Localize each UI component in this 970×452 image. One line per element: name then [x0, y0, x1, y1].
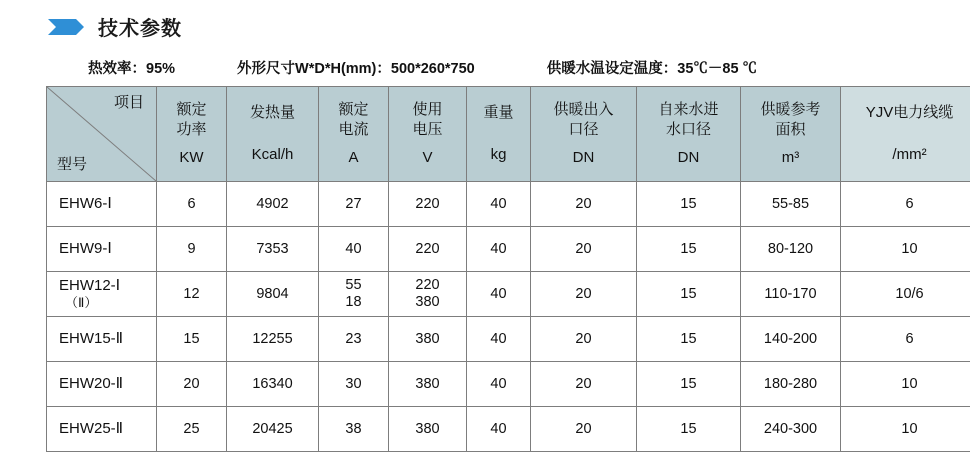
header-heating-port-unit: DN	[531, 148, 636, 168]
header-heat-output-unit: Kcal/h	[227, 145, 318, 165]
header-rated-current-l2: 电流	[319, 120, 388, 140]
cell-power: 20	[157, 362, 227, 407]
cell-current-b: 18	[319, 294, 388, 311]
cell-weight: 40	[467, 317, 531, 362]
spec-water-temp: 供暖水温设定温度：35℃－85 ℃	[547, 57, 757, 78]
header-weight-unit: kg	[467, 145, 530, 165]
cell-current: 40	[319, 227, 389, 272]
cell-current: 38	[319, 407, 389, 452]
cell-voltage: 380	[389, 407, 467, 452]
header-water-inlet-l2: 水口径	[637, 120, 740, 140]
cell-power: 15	[157, 317, 227, 362]
cell-cable: 10/6	[841, 272, 970, 317]
cell-model-main: EHW12-Ⅰ	[59, 277, 120, 294]
cell-current-a: 55	[319, 277, 388, 294]
cell-area: 80-120	[741, 227, 841, 272]
header-water-inlet	[637, 87, 741, 182]
cell-water-dn: 15	[637, 227, 741, 272]
cell-heat: 4902	[227, 182, 319, 227]
cell-power: 12	[157, 272, 227, 317]
header-heating-area-l1: 供暖参考	[741, 100, 840, 120]
header-heating-port-l2: 口径	[531, 120, 636, 140]
spec-table-wrapper	[46, 86, 928, 452]
spec-efficiency: 热效率：95%	[88, 57, 175, 78]
cell-area: 240-300	[741, 407, 841, 452]
cell-heat: 7353	[227, 227, 319, 272]
cell-heating-dn: 20	[531, 182, 637, 227]
header-rated-current-unit: A	[319, 148, 388, 168]
cell-weight: 40	[467, 272, 531, 317]
header-weight-l1: 重量	[467, 103, 530, 123]
header-heating-port-l1: 供暖出入	[531, 100, 636, 120]
cell-water-dn: 15	[637, 362, 741, 407]
header-rated-current	[319, 87, 389, 182]
cell-weight: 40	[467, 407, 531, 452]
page-title-row	[46, 12, 182, 41]
header-heating-area	[741, 87, 841, 182]
cell-weight: 40	[467, 182, 531, 227]
cell-heat: 12255	[227, 317, 319, 362]
header-water-inlet-unit: DN	[637, 148, 740, 168]
cell-weight: 40	[467, 362, 531, 407]
spec-table	[46, 86, 970, 452]
header-cable	[841, 87, 970, 182]
header-rated-power-l2: 功率	[157, 120, 226, 140]
cell-area: 140-200	[741, 317, 841, 362]
corner-label-item: 项目	[114, 93, 144, 113]
cell-area: 110-170	[741, 272, 841, 317]
cell-power: 6	[157, 182, 227, 227]
cell-model	[47, 272, 157, 317]
header-heat-output-l1: 发热量	[227, 103, 318, 123]
cell-area: 55-85	[741, 182, 841, 227]
table-row	[47, 407, 970, 452]
cell-current	[319, 272, 389, 317]
header-weight	[467, 87, 531, 182]
cell-cable: 10	[841, 362, 970, 407]
cell-cable: 6	[841, 182, 970, 227]
table-row	[47, 272, 970, 317]
header-rated-power-unit: KW	[157, 148, 226, 168]
header-rated-power-l1: 额定	[157, 100, 226, 120]
cell-heat: 9804	[227, 272, 319, 317]
cell-cable: 10	[841, 227, 970, 272]
cell-heat: 16340	[227, 362, 319, 407]
header-voltage-l2: 电压	[389, 120, 466, 140]
cell-model-sub: （Ⅱ）	[59, 295, 156, 311]
cell-voltage: 220	[389, 227, 467, 272]
cell-water-dn: 15	[637, 182, 741, 227]
table-row	[47, 317, 970, 362]
cell-power: 9	[157, 227, 227, 272]
cell-current: 30	[319, 362, 389, 407]
cell-current: 27	[319, 182, 389, 227]
table-row	[47, 362, 970, 407]
header-water-inlet-l1: 自来水进	[637, 100, 740, 120]
arrow-bullet-icon	[46, 16, 86, 38]
table-row	[47, 182, 970, 227]
cell-heating-dn: 20	[531, 362, 637, 407]
table-header-row	[47, 87, 970, 182]
cell-voltage-b: 380	[389, 294, 466, 311]
header-heating-area-unit: m³	[741, 148, 840, 168]
header-rated-power	[157, 87, 227, 182]
cell-voltage: 380	[389, 317, 467, 362]
header-voltage-unit: V	[389, 148, 466, 168]
header-rated-current-l1: 额定	[319, 100, 388, 120]
cell-heating-dn: 20	[531, 317, 637, 362]
cell-heating-dn: 20	[531, 407, 637, 452]
header-heating-area-l2: 面积	[741, 120, 840, 140]
header-voltage	[389, 87, 467, 182]
cell-model: EHW25-Ⅱ	[47, 407, 157, 452]
cell-water-dn: 15	[637, 272, 741, 317]
header-cable-unit: /mm²	[841, 145, 970, 165]
cell-heating-dn: 20	[531, 227, 637, 272]
cell-current: 23	[319, 317, 389, 362]
corner-label-model: 型号	[57, 155, 87, 175]
cell-power: 25	[157, 407, 227, 452]
page-title: 技术参数	[98, 12, 182, 41]
cell-voltage-a: 220	[389, 277, 466, 294]
cell-model: EHW20-Ⅱ	[47, 362, 157, 407]
cell-area: 180-280	[741, 362, 841, 407]
cell-model: EHW9-Ⅰ	[47, 227, 157, 272]
table-row	[47, 227, 970, 272]
header-voltage-l1: 使用	[389, 100, 466, 120]
spec-summary-row	[0, 52, 970, 82]
cell-voltage: 380	[389, 362, 467, 407]
spec-dimensions: 外形尺寸W*D*H(mm)：500*260*750	[237, 57, 475, 78]
header-heat-output	[227, 87, 319, 182]
cell-heating-dn: 20	[531, 272, 637, 317]
header-cable-l1: YJV电力线缆	[841, 103, 970, 123]
cell-model: EHW15-Ⅱ	[47, 317, 157, 362]
cell-heat: 20425	[227, 407, 319, 452]
cell-cable: 10	[841, 407, 970, 452]
table-corner-cell	[47, 87, 157, 182]
cell-weight: 40	[467, 227, 531, 272]
cell-cable: 6	[841, 317, 970, 362]
header-heating-port	[531, 87, 637, 182]
cell-voltage: 220	[389, 182, 467, 227]
cell-voltage	[389, 272, 467, 317]
cell-water-dn: 15	[637, 317, 741, 362]
cell-water-dn: 15	[637, 407, 741, 452]
cell-model: EHW6-Ⅰ	[47, 182, 157, 227]
